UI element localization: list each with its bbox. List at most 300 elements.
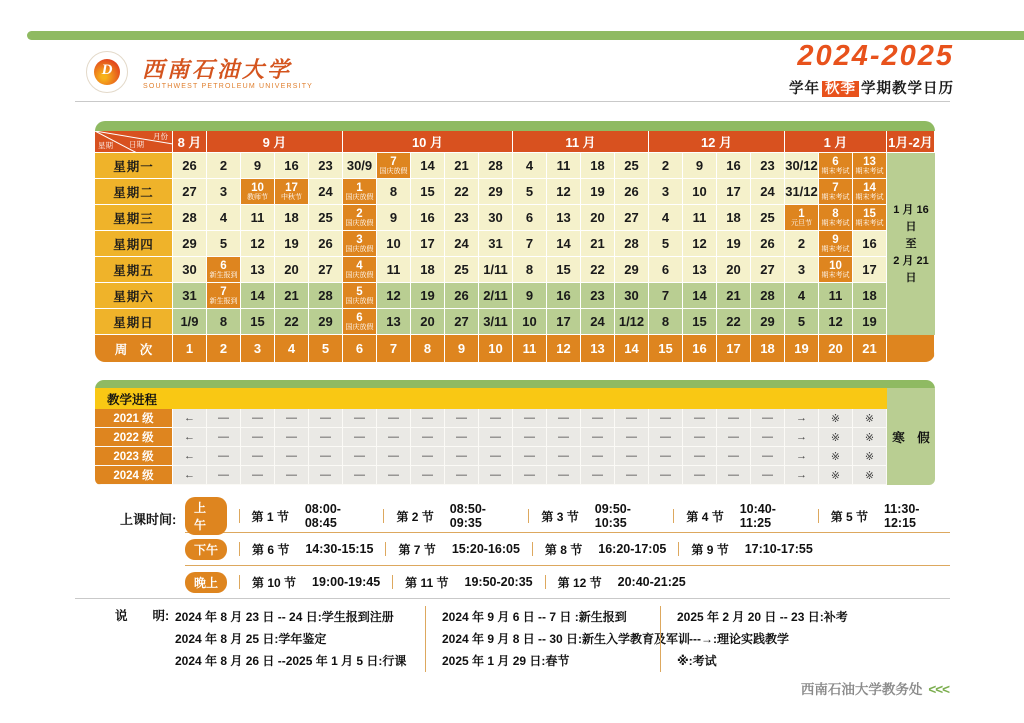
holiday-date: 3 xyxy=(356,233,363,246)
progress-cell: ※ xyxy=(853,428,887,447)
date-cell: 21 xyxy=(275,283,309,309)
week-row-label: 周 次 xyxy=(95,335,173,362)
month-header: 1月-2月 xyxy=(887,131,935,153)
progress-cell: — xyxy=(207,409,241,428)
slot-time: 08:00-08:45 xyxy=(304,502,341,530)
date-cell: 24 xyxy=(309,179,343,205)
date-cell: 5 xyxy=(207,231,241,257)
date-cell: 20 xyxy=(581,205,615,231)
progress-cell: — xyxy=(615,409,649,428)
month-header: 8 月 xyxy=(173,131,207,153)
date-cell: 22 xyxy=(717,309,751,335)
date-cell: 31 xyxy=(479,231,513,257)
slot-name: 第 4 节 xyxy=(686,509,724,524)
week-number: 10 xyxy=(479,335,513,362)
progress-cell: — xyxy=(207,428,241,447)
date-cell: 27 xyxy=(751,257,785,283)
date-cell: 1/12 xyxy=(615,309,649,335)
week-number: 12 xyxy=(547,335,581,362)
date-cell: 14 xyxy=(241,283,275,309)
date-cell: 18 xyxy=(411,257,445,283)
day-label: 星期二 xyxy=(95,179,173,205)
note-line: ←---→:理论实践教学 xyxy=(677,632,789,646)
holiday-date-cell xyxy=(819,231,853,257)
class-times-label: 上课时间: xyxy=(120,512,177,527)
progress-cell: — xyxy=(275,447,309,466)
holiday-date-cell xyxy=(819,153,853,179)
corner-month-label: 月份 xyxy=(153,132,168,141)
semester-prefix: 学年 xyxy=(789,81,820,97)
week-number: 15 xyxy=(649,335,683,362)
progress-cell: — xyxy=(275,428,309,447)
week-number: 11 xyxy=(513,335,547,362)
slot-divider xyxy=(239,575,240,589)
week-number: 17 xyxy=(717,335,751,362)
progress-cell: ※ xyxy=(819,409,853,428)
slot-divider xyxy=(383,509,384,523)
date-cell: 13 xyxy=(241,257,275,283)
holiday-date: 6 xyxy=(356,311,363,324)
date-cell: 23 xyxy=(445,205,479,231)
week-number: 6 xyxy=(343,335,377,362)
slot-name: 第 6 节 xyxy=(252,542,290,557)
progress-cell: — xyxy=(241,428,275,447)
progress-cell: — xyxy=(309,409,343,428)
date-cell: 19 xyxy=(581,179,615,205)
holiday-name: 国庆放假 xyxy=(345,297,374,305)
progress-cell: → xyxy=(785,447,819,466)
day-label: 星期三 xyxy=(95,205,173,231)
holiday-date: 4 xyxy=(356,259,363,272)
holiday-date: 1 xyxy=(798,207,805,220)
progress-cell: — xyxy=(479,466,513,485)
slot-divider xyxy=(545,575,546,589)
holiday-date-cell xyxy=(207,283,241,309)
progress-cell: — xyxy=(717,409,751,428)
header-divider xyxy=(75,101,950,102)
holiday-name: 国庆放假 xyxy=(345,323,374,331)
progress-cell: — xyxy=(581,466,615,485)
slot-time: 10:40-11:25 xyxy=(739,502,776,530)
date-cell: 16 xyxy=(853,231,887,257)
holiday-date-cell xyxy=(343,283,377,309)
date-cell: 14 xyxy=(683,283,717,309)
progress-cell: — xyxy=(275,409,309,428)
class-time-row xyxy=(185,533,950,566)
vacation-range-line: 至 xyxy=(905,237,917,250)
date-cell: 5 xyxy=(649,231,683,257)
month-header: 12 月 xyxy=(649,131,785,153)
holiday-date: 6 xyxy=(832,155,839,168)
holiday-date: 15 xyxy=(863,207,876,220)
holiday-name: 新生报到 xyxy=(209,271,238,279)
progress-cell: — xyxy=(751,409,785,428)
date-cell: 9 xyxy=(241,153,275,179)
holiday-date: 7 xyxy=(390,155,397,168)
progress-cell: — xyxy=(513,428,547,447)
progress-cell: — xyxy=(241,466,275,485)
progress-cell: — xyxy=(309,447,343,466)
date-cell: 26 xyxy=(309,231,343,257)
slot-name: 第 1 节 xyxy=(251,509,289,524)
date-cell: 26 xyxy=(445,283,479,309)
note-line: 2025 年 2 月 20 日 -- 23 日:补考 xyxy=(677,610,848,624)
week-number: 3 xyxy=(241,335,275,362)
holiday-name: 国庆放假 xyxy=(345,219,374,227)
date-cell: 4 xyxy=(207,205,241,231)
notes-column-2 xyxy=(425,606,691,672)
holiday-date-cell xyxy=(343,179,377,205)
progress-cell: — xyxy=(649,466,683,485)
semester-suffix: 学期教学日历 xyxy=(861,81,954,97)
date-cell: 11 xyxy=(819,283,853,309)
progress-cell: — xyxy=(615,466,649,485)
date-cell: 21 xyxy=(445,153,479,179)
progress-cell: — xyxy=(717,428,751,447)
top-accent-bar xyxy=(27,31,1024,40)
notes-column-1 xyxy=(175,606,425,672)
slot-name: 第 3 节 xyxy=(541,509,579,524)
date-cell: 6 xyxy=(649,257,683,283)
notes-column-3 xyxy=(660,606,848,672)
week-number: 4 xyxy=(275,335,309,362)
holiday-name: 期末考试 xyxy=(821,219,850,227)
notes-section xyxy=(75,606,950,672)
holiday-date-cell xyxy=(275,179,309,205)
progress-cell: — xyxy=(343,409,377,428)
date-cell: 2 xyxy=(649,153,683,179)
note-line: ※:考试 xyxy=(677,654,717,668)
holiday-name: 期末考试 xyxy=(855,193,884,201)
slot-time: 09:50-10:35 xyxy=(594,502,631,530)
progress-cell: ※ xyxy=(819,447,853,466)
slot-time: 19:50-20:35 xyxy=(464,575,533,589)
date-cell: 13 xyxy=(377,309,411,335)
note-line: 2024 年 9 月 6 日 -- 7 日 :新生报到 xyxy=(442,610,627,624)
progress-cell: — xyxy=(615,428,649,447)
holiday-date: 6 xyxy=(220,259,227,272)
date-cell: 24 xyxy=(445,231,479,257)
progress-cell: — xyxy=(343,447,377,466)
date-cell: 19 xyxy=(717,231,751,257)
holiday-date: 5 xyxy=(356,285,363,298)
week-number: 13 xyxy=(581,335,615,362)
date-cell: 3 xyxy=(207,179,241,205)
progress-cell: — xyxy=(581,428,615,447)
slot-name: 第 5 节 xyxy=(830,509,869,524)
progress-cell: ← xyxy=(173,428,207,447)
date-cell: 8 xyxy=(207,309,241,335)
date-cell: 28 xyxy=(751,283,785,309)
date-cell: 28 xyxy=(309,283,343,309)
footer-text: 西南石油大学教务处 xyxy=(800,682,923,697)
progress-cell: — xyxy=(343,428,377,447)
date-cell: 24 xyxy=(751,179,785,205)
footer-arrows: <<< xyxy=(928,682,949,697)
progress-cell: — xyxy=(547,409,581,428)
date-cell: 30/12 xyxy=(785,153,819,179)
period-pill: 下午 xyxy=(185,539,227,560)
note-line: 2024 年 8 月 23 日 -- 24 日:学生报到注册 xyxy=(175,610,394,624)
holiday-date: 8 xyxy=(832,207,839,220)
corner-cell xyxy=(95,131,173,153)
date-cell: 3 xyxy=(785,257,819,283)
date-cell: 10 xyxy=(513,309,547,335)
date-cell: 17 xyxy=(717,179,751,205)
progress-cell: — xyxy=(547,447,581,466)
holiday-date: 7 xyxy=(832,181,839,194)
date-cell: 10 xyxy=(377,231,411,257)
progress-cell: — xyxy=(479,428,513,447)
date-cell: 23 xyxy=(751,153,785,179)
progress-cell: — xyxy=(377,447,411,466)
note-line: 2024 年 9 月 8 日 -- 30 日:新生入学教育及军训 xyxy=(442,632,691,646)
date-cell: 31/12 xyxy=(785,179,819,205)
logo-letter: D xyxy=(101,62,113,78)
teaching-progress-section xyxy=(95,380,935,485)
date-cell: 2 xyxy=(207,153,241,179)
date-cell: 12 xyxy=(683,231,717,257)
date-cell: 13 xyxy=(683,257,717,283)
date-cell: 22 xyxy=(275,309,309,335)
progress-cell: — xyxy=(547,428,581,447)
progress-cell: ← xyxy=(173,466,207,485)
day-label: 星期日 xyxy=(95,309,173,335)
date-cell: 11 xyxy=(377,257,411,283)
week-number: 9 xyxy=(445,335,479,362)
date-cell: 20 xyxy=(411,309,445,335)
date-cell: 29 xyxy=(479,179,513,205)
date-cell: 18 xyxy=(717,205,751,231)
week-number: 20 xyxy=(819,335,853,362)
progress-cell: — xyxy=(751,466,785,485)
holiday-date-cell xyxy=(241,179,275,205)
date-cell: 27 xyxy=(615,205,649,231)
progress-cell: — xyxy=(207,466,241,485)
progress-cell: — xyxy=(309,428,343,447)
progress-cell: — xyxy=(445,409,479,428)
date-cell: 12 xyxy=(377,283,411,309)
notes-divider xyxy=(75,598,950,599)
progress-cell: — xyxy=(479,447,513,466)
month-header: 9 月 xyxy=(207,131,343,153)
date-cell: 15 xyxy=(547,257,581,283)
date-cell: 29 xyxy=(309,309,343,335)
progress-cell: — xyxy=(445,466,479,485)
progress-cell: — xyxy=(411,428,445,447)
month-header: 10 月 xyxy=(343,131,513,153)
progress-cell: — xyxy=(377,428,411,447)
date-cell: 11 xyxy=(547,153,581,179)
date-cell: 16 xyxy=(547,283,581,309)
progress-cell: — xyxy=(683,447,717,466)
progress-cell: — xyxy=(513,466,547,485)
slot-divider xyxy=(239,509,240,523)
week-number: 2 xyxy=(207,335,241,362)
slot-time: 15:20-16:05 xyxy=(451,542,520,556)
date-cell: 21 xyxy=(717,283,751,309)
progress-cell: — xyxy=(275,466,309,485)
date-cell: 2 xyxy=(785,231,819,257)
holiday-date-cell xyxy=(853,179,887,205)
progress-cell: — xyxy=(649,409,683,428)
week-number: 1 xyxy=(173,335,207,362)
holiday-date-cell xyxy=(819,205,853,231)
slot-time: 14:30-15:15 xyxy=(305,542,374,556)
slot-divider xyxy=(532,542,533,556)
slot-divider xyxy=(673,509,674,523)
holiday-name: 元旦节 xyxy=(791,219,812,227)
slot-time: 16:20-17:05 xyxy=(598,542,667,556)
date-cell: 18 xyxy=(853,283,887,309)
date-cell: 25 xyxy=(615,153,649,179)
date-cell: 19 xyxy=(275,231,309,257)
holiday-name: 期末考试 xyxy=(821,167,850,175)
day-label: 星期四 xyxy=(95,231,173,257)
date-cell: 7 xyxy=(513,231,547,257)
progress-cell: — xyxy=(649,447,683,466)
university-logo xyxy=(86,51,128,93)
progress-cell: ※ xyxy=(819,428,853,447)
month-header: 11 月 xyxy=(513,131,649,153)
date-cell: 8 xyxy=(377,179,411,205)
progress-cell: — xyxy=(411,466,445,485)
date-cell: 16 xyxy=(411,205,445,231)
holiday-date: 7 xyxy=(220,285,227,298)
week-number: 21 xyxy=(853,335,887,362)
date-cell: 17 xyxy=(411,231,445,257)
winter-vacation-cell: 寒 假 xyxy=(887,388,935,485)
progress-cell: — xyxy=(683,428,717,447)
holiday-date-cell xyxy=(343,231,377,257)
class-time-row xyxy=(185,566,950,599)
date-cell: 8 xyxy=(649,309,683,335)
progress-cell: ← xyxy=(173,447,207,466)
slot-name: 第 7 节 xyxy=(398,542,436,557)
date-cell: 17 xyxy=(547,309,581,335)
slot-divider xyxy=(528,509,529,523)
holiday-date-cell xyxy=(343,257,377,283)
vacation-range-line: 1 月 16 日 xyxy=(893,203,929,233)
date-cell: 22 xyxy=(445,179,479,205)
date-cell: 30 xyxy=(479,205,513,231)
holiday-name: 期末考试 xyxy=(821,245,850,253)
week-row-empty-cell xyxy=(887,335,935,362)
date-cell: 18 xyxy=(581,153,615,179)
holiday-date: 13 xyxy=(863,155,876,168)
date-cell: 27 xyxy=(309,257,343,283)
date-cell: 12 xyxy=(241,231,275,257)
slot-name: 第 2 节 xyxy=(396,509,434,524)
date-cell: 23 xyxy=(581,283,615,309)
date-cell: 19 xyxy=(411,283,445,309)
date-cell: 18 xyxy=(275,205,309,231)
holiday-name: 国庆放假 xyxy=(345,193,374,201)
calendar-grid xyxy=(95,131,935,362)
progress-cell: — xyxy=(377,466,411,485)
progress-cell: — xyxy=(309,466,343,485)
date-cell: 28 xyxy=(479,153,513,179)
date-cell: 25 xyxy=(445,257,479,283)
slot-time: 11:30-12:15 xyxy=(884,502,920,530)
week-number: 16 xyxy=(683,335,717,362)
date-cell: 30 xyxy=(615,283,649,309)
calendar-table xyxy=(95,121,935,362)
holiday-date-cell xyxy=(853,205,887,231)
progress-cell: — xyxy=(683,466,717,485)
date-cell: 26 xyxy=(615,179,649,205)
holiday-name: 教师节 xyxy=(247,193,268,201)
slot-name: 第 9 节 xyxy=(691,542,729,557)
week-number: 18 xyxy=(751,335,785,362)
date-cell: 30 xyxy=(173,257,207,283)
note-line: 2025 年 1 月 29 日:春节 xyxy=(442,654,570,668)
week-number: 19 xyxy=(785,335,819,362)
date-cell: 29 xyxy=(615,257,649,283)
progress-cell: → xyxy=(785,466,819,485)
grade-label: 2022 级 xyxy=(95,428,173,447)
date-cell: 20 xyxy=(717,257,751,283)
date-cell: 12 xyxy=(547,179,581,205)
day-label: 星期六 xyxy=(95,283,173,309)
date-cell: 20 xyxy=(275,257,309,283)
slot-time: 08:50-09:35 xyxy=(449,502,486,530)
progress-cell: — xyxy=(717,447,751,466)
date-cell: 2/11 xyxy=(479,283,513,309)
semester-highlight: 秋季 xyxy=(822,81,859,97)
holiday-date: 9 xyxy=(832,233,839,246)
slot-name: 第 12 节 xyxy=(557,575,602,590)
date-cell: 16 xyxy=(717,153,751,179)
date-cell: 27 xyxy=(173,179,207,205)
date-cell: 27 xyxy=(445,309,479,335)
progress-cell: — xyxy=(207,447,241,466)
date-cell: 5 xyxy=(785,309,819,335)
holiday-name: 期末考试 xyxy=(821,271,850,279)
week-number: 8 xyxy=(411,335,445,362)
progress-title: 教学进程 xyxy=(95,388,887,409)
progress-cell: — xyxy=(649,428,683,447)
vacation-range-line: 2 月 21 日 xyxy=(893,254,929,284)
notes-label: 说 明: xyxy=(115,609,170,623)
slot-divider xyxy=(392,575,393,589)
holiday-date-cell xyxy=(785,205,819,231)
period-pill: 上午 xyxy=(185,497,227,535)
date-cell: 15 xyxy=(241,309,275,335)
date-cell: 9 xyxy=(513,283,547,309)
slot-divider xyxy=(385,542,386,556)
class-times-section xyxy=(75,500,950,599)
progress-cell: ← xyxy=(173,409,207,428)
date-cell: 23 xyxy=(309,153,343,179)
progress-cell: — xyxy=(445,428,479,447)
week-number: 14 xyxy=(615,335,649,362)
holiday-name: 期末考试 xyxy=(855,167,884,175)
holiday-date: 17 xyxy=(285,181,298,194)
date-cell: 22 xyxy=(581,257,615,283)
date-cell: 17 xyxy=(853,257,887,283)
slot-divider xyxy=(818,509,819,523)
holiday-date-cell xyxy=(377,153,411,179)
progress-cell: — xyxy=(751,447,785,466)
date-cell: 13 xyxy=(547,205,581,231)
holiday-date-cell xyxy=(343,309,377,335)
university-name-en: SOUTHWEST PETROLEUM UNIVERSITY xyxy=(143,83,314,90)
week-number: 5 xyxy=(309,335,343,362)
progress-cell: ※ xyxy=(819,466,853,485)
date-cell: 14 xyxy=(547,231,581,257)
slot-name: 第 8 节 xyxy=(544,542,583,557)
